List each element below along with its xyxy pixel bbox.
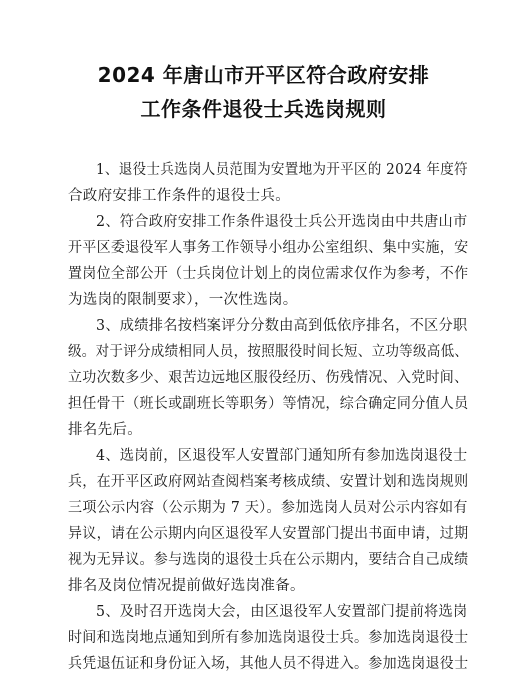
paragraph-3-line-1: 3、成绩排名按档案评分分数由高到低依序排名，不区分职 bbox=[96, 318, 468, 334]
paragraph-2-line-3: 置岗位全部公开（士兵岗位计划上的岗位需求仅作为参考，不作 bbox=[68, 266, 469, 282]
paragraph-3-line-2: 级。对于评分成绩相同人员，按照服役时间长短、立功等级高低、 bbox=[68, 344, 469, 360]
paragraph-4-line-2: 兵，在开平区政府网站查阅档案考核成绩、安置计划和选岗规则 bbox=[68, 474, 469, 490]
paragraph-4-line-6: 排名及岗位情况提前做好选岗准备。 bbox=[68, 578, 305, 594]
paragraph-4-line-5: 视为无异议。参与选岗的退役士兵在公示期内，要结合自己成绩 bbox=[68, 552, 469, 568]
document-title-line-2: 工作条件退役士兵选岗规则 bbox=[140, 97, 387, 121]
document-title-line-1: 2024 年唐山市开平区符合政府安排 bbox=[97, 63, 430, 87]
paragraph-5-line-3: 兵凭退伍证和身份证入场，其他人员不得进入。参加选岗退役士 bbox=[68, 656, 469, 672]
paragraph-2-line-4: 为选岗的限制要求），一次性选岗。 bbox=[68, 292, 298, 308]
paragraph-3-line-5: 排名先后。 bbox=[68, 422, 142, 438]
paragraph-3-line-4: 担任骨干（班长或副班长等职务）等情况，综合确定同分值人员 bbox=[68, 396, 469, 412]
paragraph-4-line-4: 异议，请在公示期内向区退役军人安置部门提出书面申请，过期 bbox=[68, 526, 469, 542]
paragraph-2-line-2: 开平区委退役军人事务工作领导小组办公室组织、集中实施，安 bbox=[68, 240, 469, 256]
paragraph-2-line-1: 2、符合政府安排工作条件退役士兵公开选岗由中共唐山市 bbox=[96, 214, 468, 230]
paragraph-1-line-2: 合政府安排工作条件的退役士兵。 bbox=[68, 188, 290, 204]
paragraph-5-line-2: 时间和选岗地点通知到所有参加选岗退役士兵。参加选岗退役士 bbox=[68, 630, 469, 646]
paragraph-1-line-1: 1、退役士兵选岗人员范围为安置地为开平区的 2024 年度符 bbox=[96, 162, 468, 178]
paragraph-5-line-1: 5、及时召开选岗大会，由区退役军人安置部门提前将选岗 bbox=[96, 604, 468, 620]
paragraph-4-line-3: 三项公示内容（公示期为 7 天）。参加选岗人员对公示内容如有 bbox=[68, 500, 468, 516]
paragraph-3-line-3: 立功次数多少、艰苦边远地区服役经历、伤残情况、入党时间、 bbox=[68, 370, 469, 386]
paragraph-4-line-1: 4、选岗前，区退役军人安置部门通知所有参加选岗退役士 bbox=[96, 448, 468, 464]
